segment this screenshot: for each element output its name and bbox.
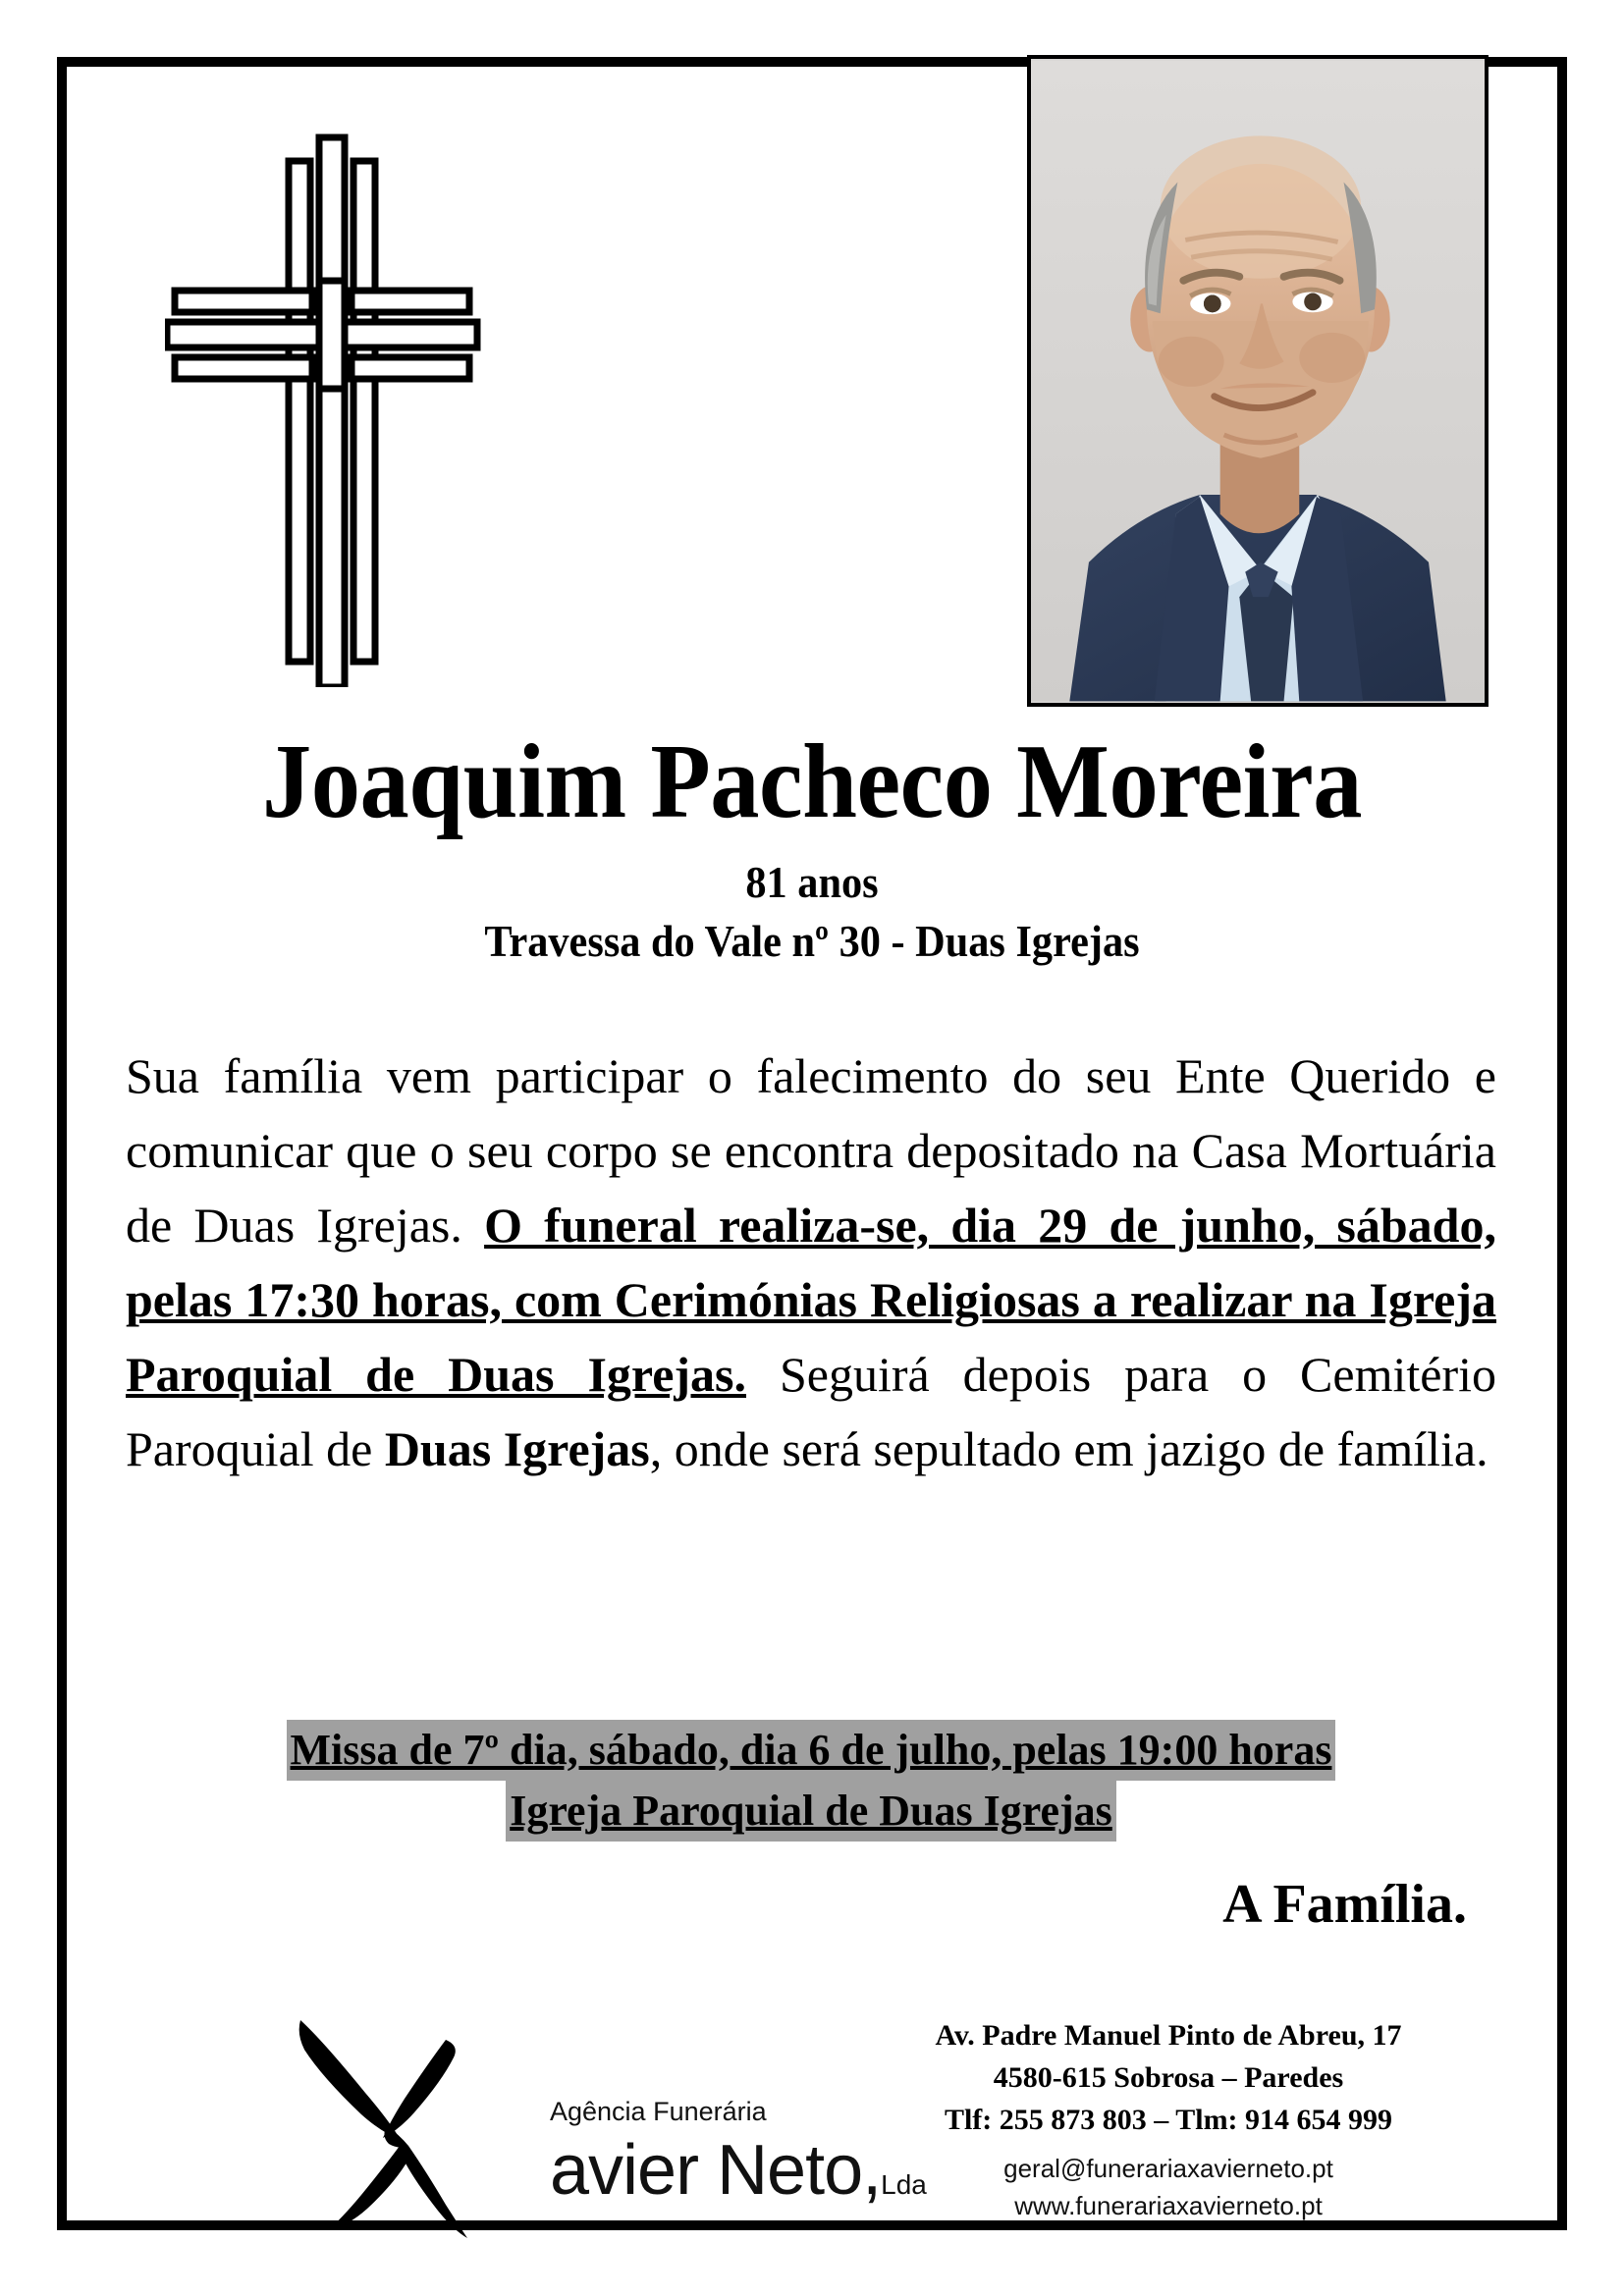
family-signature: A Família. [1222, 1874, 1467, 1935]
funeral-details-emphasis: O funeral realiza-se, dia 29 de junho, sábado, pelas 17:30 horas, com Cerimónias Religiosas a realizar na Igreja Paroquial de Duas Igrejas. [126, 1198, 1496, 1402]
mass-datetime-line: Missa de 7º dia, sábado, dia 6 de julho, pelas 19:00 horas [287, 1720, 1336, 1781]
deceased-age: 81 anos [745, 857, 879, 907]
mass-location-line: Igreja Paroquial de Duas Igrejas [506, 1781, 1116, 1842]
agency-contact-block [864, 2014, 1473, 2141]
deceased-address: Travessa do Vale nº 30 - Duas Igrejas [484, 916, 1140, 966]
page-title-deceased-name: Joaquim Pacheco Moreira [262, 723, 1362, 840]
announcement-paragraph [126, 1039, 1496, 1486]
agency-website: www.funerariaxavierneto.pt [1014, 2191, 1323, 2220]
announcement-text-part1: Sua família vem participar o falecimento do seu Ente Querido e comunicar que o seu corpo se encontra depositado na Casa Mortuária de Duas Igrejas. [126, 1048, 1496, 1253]
agency-name-text: avier Neto, [550, 2131, 882, 2210]
deceased-portrait-photo [1027, 55, 1489, 707]
agency-phone-numbers: Tlf: 255 873 803 – Tlm: 914 654 999 [944, 2104, 1393, 2136]
christian-cross-icon [165, 98, 489, 687]
agency-online-contact [864, 2150, 1473, 2224]
agency-address-line1: Av. Padre Manuel Pinto de Abreu, 17 [935, 2019, 1402, 2052]
announcement-text-part3: , onde será sepultado em jazigo de família. [649, 1421, 1489, 1476]
announcement-text-part2: Seguirá depois para o Cemitério Paroquial de [126, 1347, 1496, 1476]
agency-tagline: Agência Funerária [550, 2097, 767, 2126]
agency-email: geral@funerariaxavierneto.pt [1003, 2154, 1333, 2183]
agency-address-line2: 4580-615 Sobrosa – Paredes [993, 2061, 1344, 2094]
cemetery-location-bold: Duas Igrejas [384, 1421, 650, 1476]
seventh-day-mass-notice [126, 1720, 1496, 1842]
agency-legal-suffix: Lda [881, 2169, 927, 2200]
